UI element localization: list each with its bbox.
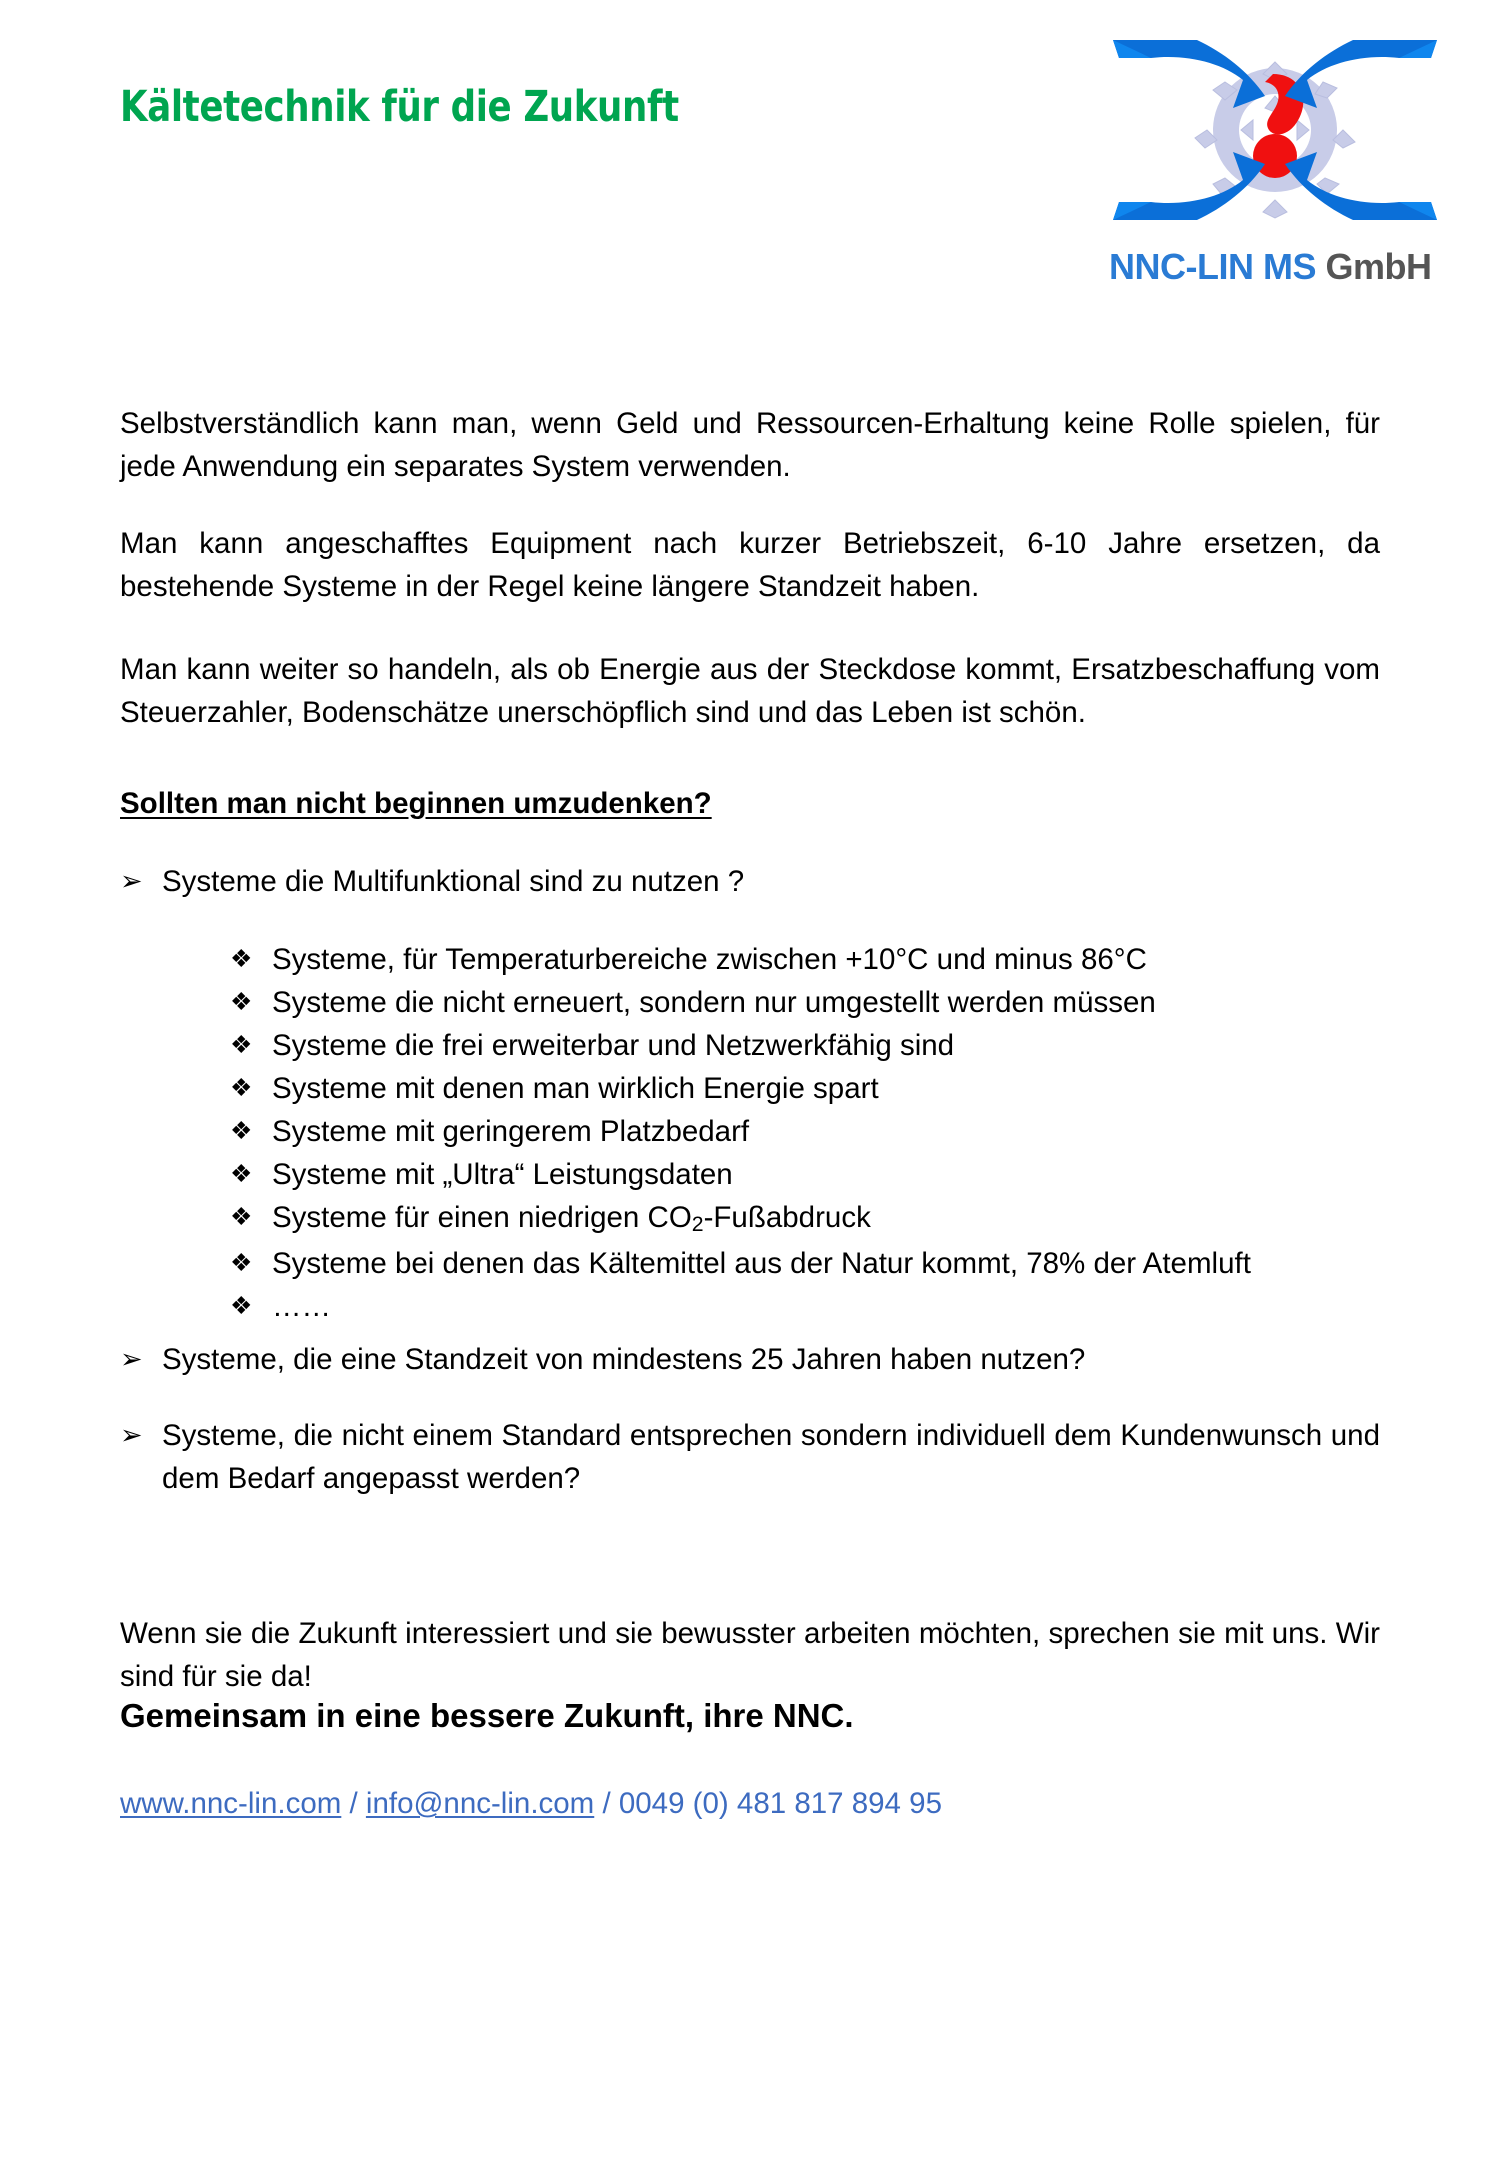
website-link[interactable]: www.nnc-lin.com — [120, 1787, 342, 1820]
document-header — [0, 0, 1500, 300]
diamond-list-item-5-label: Systeme mit geringerem Platzbedarf — [272, 1115, 750, 1148]
email-link[interactable]: info@nnc-lin.com — [365, 1787, 595, 1820]
diamond-list-item-7-label — [272, 1196, 1410, 1242]
logo-wordmark — [1109, 246, 1445, 288]
diamond-list — [230, 938, 1410, 1328]
diamond-bullet-icon: ❖ — [230, 945, 253, 973]
diamond-list-item-9-label: …… — [272, 1290, 331, 1323]
diamond-list-item-3 — [230, 1024, 1410, 1067]
arrow-list-item-1-label: Systeme die Multifunktional sind zu nutzen ? — [162, 865, 745, 898]
arrow-bullet-icon: ➢ — [120, 866, 143, 896]
diamond-list-item-6-label: Systeme mit „Ultra“ Leistungsdaten — [272, 1158, 733, 1191]
arrow-bullet-icon: ➢ — [120, 1420, 143, 1450]
diamond-list-item-8-label: Systeme bei denen das Kältemittel aus der Natur kommt, 78% der Atemluft — [272, 1247, 1251, 1280]
diamond-list-item-1 — [230, 938, 1410, 981]
arrow-list-item-3 — [120, 1414, 1380, 1500]
phone-number: 0049 (0) 481 817 894 95 — [618, 1787, 942, 1820]
logo-wordmark-gray: GmbH — [1325, 246, 1432, 287]
arrow-list-item-3-label: Systeme, die nicht einem Standard entsprechen sondern individuell dem Kundenwunsch und dem Bedarf angepasst werden? — [162, 1419, 1380, 1495]
arrow-list-item-2-label: Systeme, die eine Standzeit von mindestens 25 Jahren haben nutzen? — [162, 1343, 1086, 1376]
section-heading: Sollten man nicht beginnen umzudenken? — [120, 787, 712, 820]
arrow-list-item-2 — [120, 1338, 1380, 1381]
co2-suffix: -Fußabdruck — [703, 1201, 871, 1234]
diamond-bullet-icon: ❖ — [230, 988, 253, 1016]
diamond-list-item-8 — [230, 1242, 1410, 1285]
closing-paragraph: Wenn sie die Zukunft interessiert und sie bewusster arbeiten möchten, sprechen sie mit uns. Wir sind für sie da! — [120, 1616, 1380, 1693]
diamond-bullet-icon: ❖ — [230, 1203, 253, 1231]
logo-graphic — [1105, 18, 1445, 248]
diamond-list-item-6 — [230, 1153, 1410, 1196]
paragraph-2: Man kann angeschafftes Equipment nach kurzer Betriebszeit, 6-10 Jahre ersetzen, da bestehende Systeme in der Regel keine längere Standzeit haben. — [120, 526, 1380, 603]
diamond-bullet-icon: ❖ — [230, 1292, 253, 1320]
diamond-list-item-4-label: Systeme mit denen man wirklich Energie spart — [272, 1072, 879, 1105]
diamond-list-item-3-label: Systeme die frei erweiterbar und Netzwerkfähig sind — [272, 1029, 955, 1062]
diamond-bullet-icon: ❖ — [230, 1031, 253, 1059]
arrow-bullet-icon: ➢ — [120, 1344, 143, 1374]
diamond-bullet-icon: ❖ — [230, 1074, 253, 1102]
diamond-bullet-icon: ❖ — [230, 1249, 253, 1277]
diamond-list-item-5 — [230, 1110, 1410, 1153]
closing-bold-line: Gemeinsam in eine bessere Zukunft, ihre NNC. — [120, 1697, 854, 1734]
diamond-list-item-2-label: Systeme die nicht erneuert, sondern nur umgestellt werden müssen — [272, 986, 1156, 1019]
nnc-lin-ms-gmbh-logo — [1105, 18, 1445, 288]
contact-separator-1: / — [341, 1787, 366, 1820]
paragraph-1: Selbstverständlich kann man, wenn Geld und Ressourcen-Erhaltung keine Rolle spielen, für jede Anwendung ein separates System verwenden. — [120, 406, 1380, 483]
logo-wordmark-blue: NNC-LIN MS — [1109, 246, 1316, 287]
co2-prefix: Systeme für einen niedrigen CO — [272, 1201, 692, 1234]
contact-line — [120, 1784, 942, 1824]
co2-subscript: 2 — [691, 1211, 704, 1236]
diamond-bullet-icon: ❖ — [230, 1117, 253, 1145]
diamond-bullet-icon: ❖ — [230, 1160, 253, 1188]
paragraph-3: Man kann weiter so handeln, als ob Energie aus der Steckdose kommt, Ersatzbeschaffung vom Steuerzahler, Bodenschätze unerschöpflich sind und das Leben ist schön. — [120, 652, 1380, 729]
diamond-list-item-9 — [230, 1285, 1410, 1328]
diamond-list-item-1-label: Systeme, für Temperaturbereiche zwischen +10°C und minus 86°C — [272, 943, 1147, 976]
diamond-list-item-7 — [230, 1196, 1410, 1242]
diamond-list-item-4 — [230, 1067, 1410, 1110]
diamond-list-item-2 — [230, 981, 1410, 1024]
arrow-list-item-1 — [120, 860, 1380, 903]
page-title: Kältetechnik für die Zukunft — [120, 82, 679, 132]
contact-separator-2: / — [594, 1787, 619, 1820]
